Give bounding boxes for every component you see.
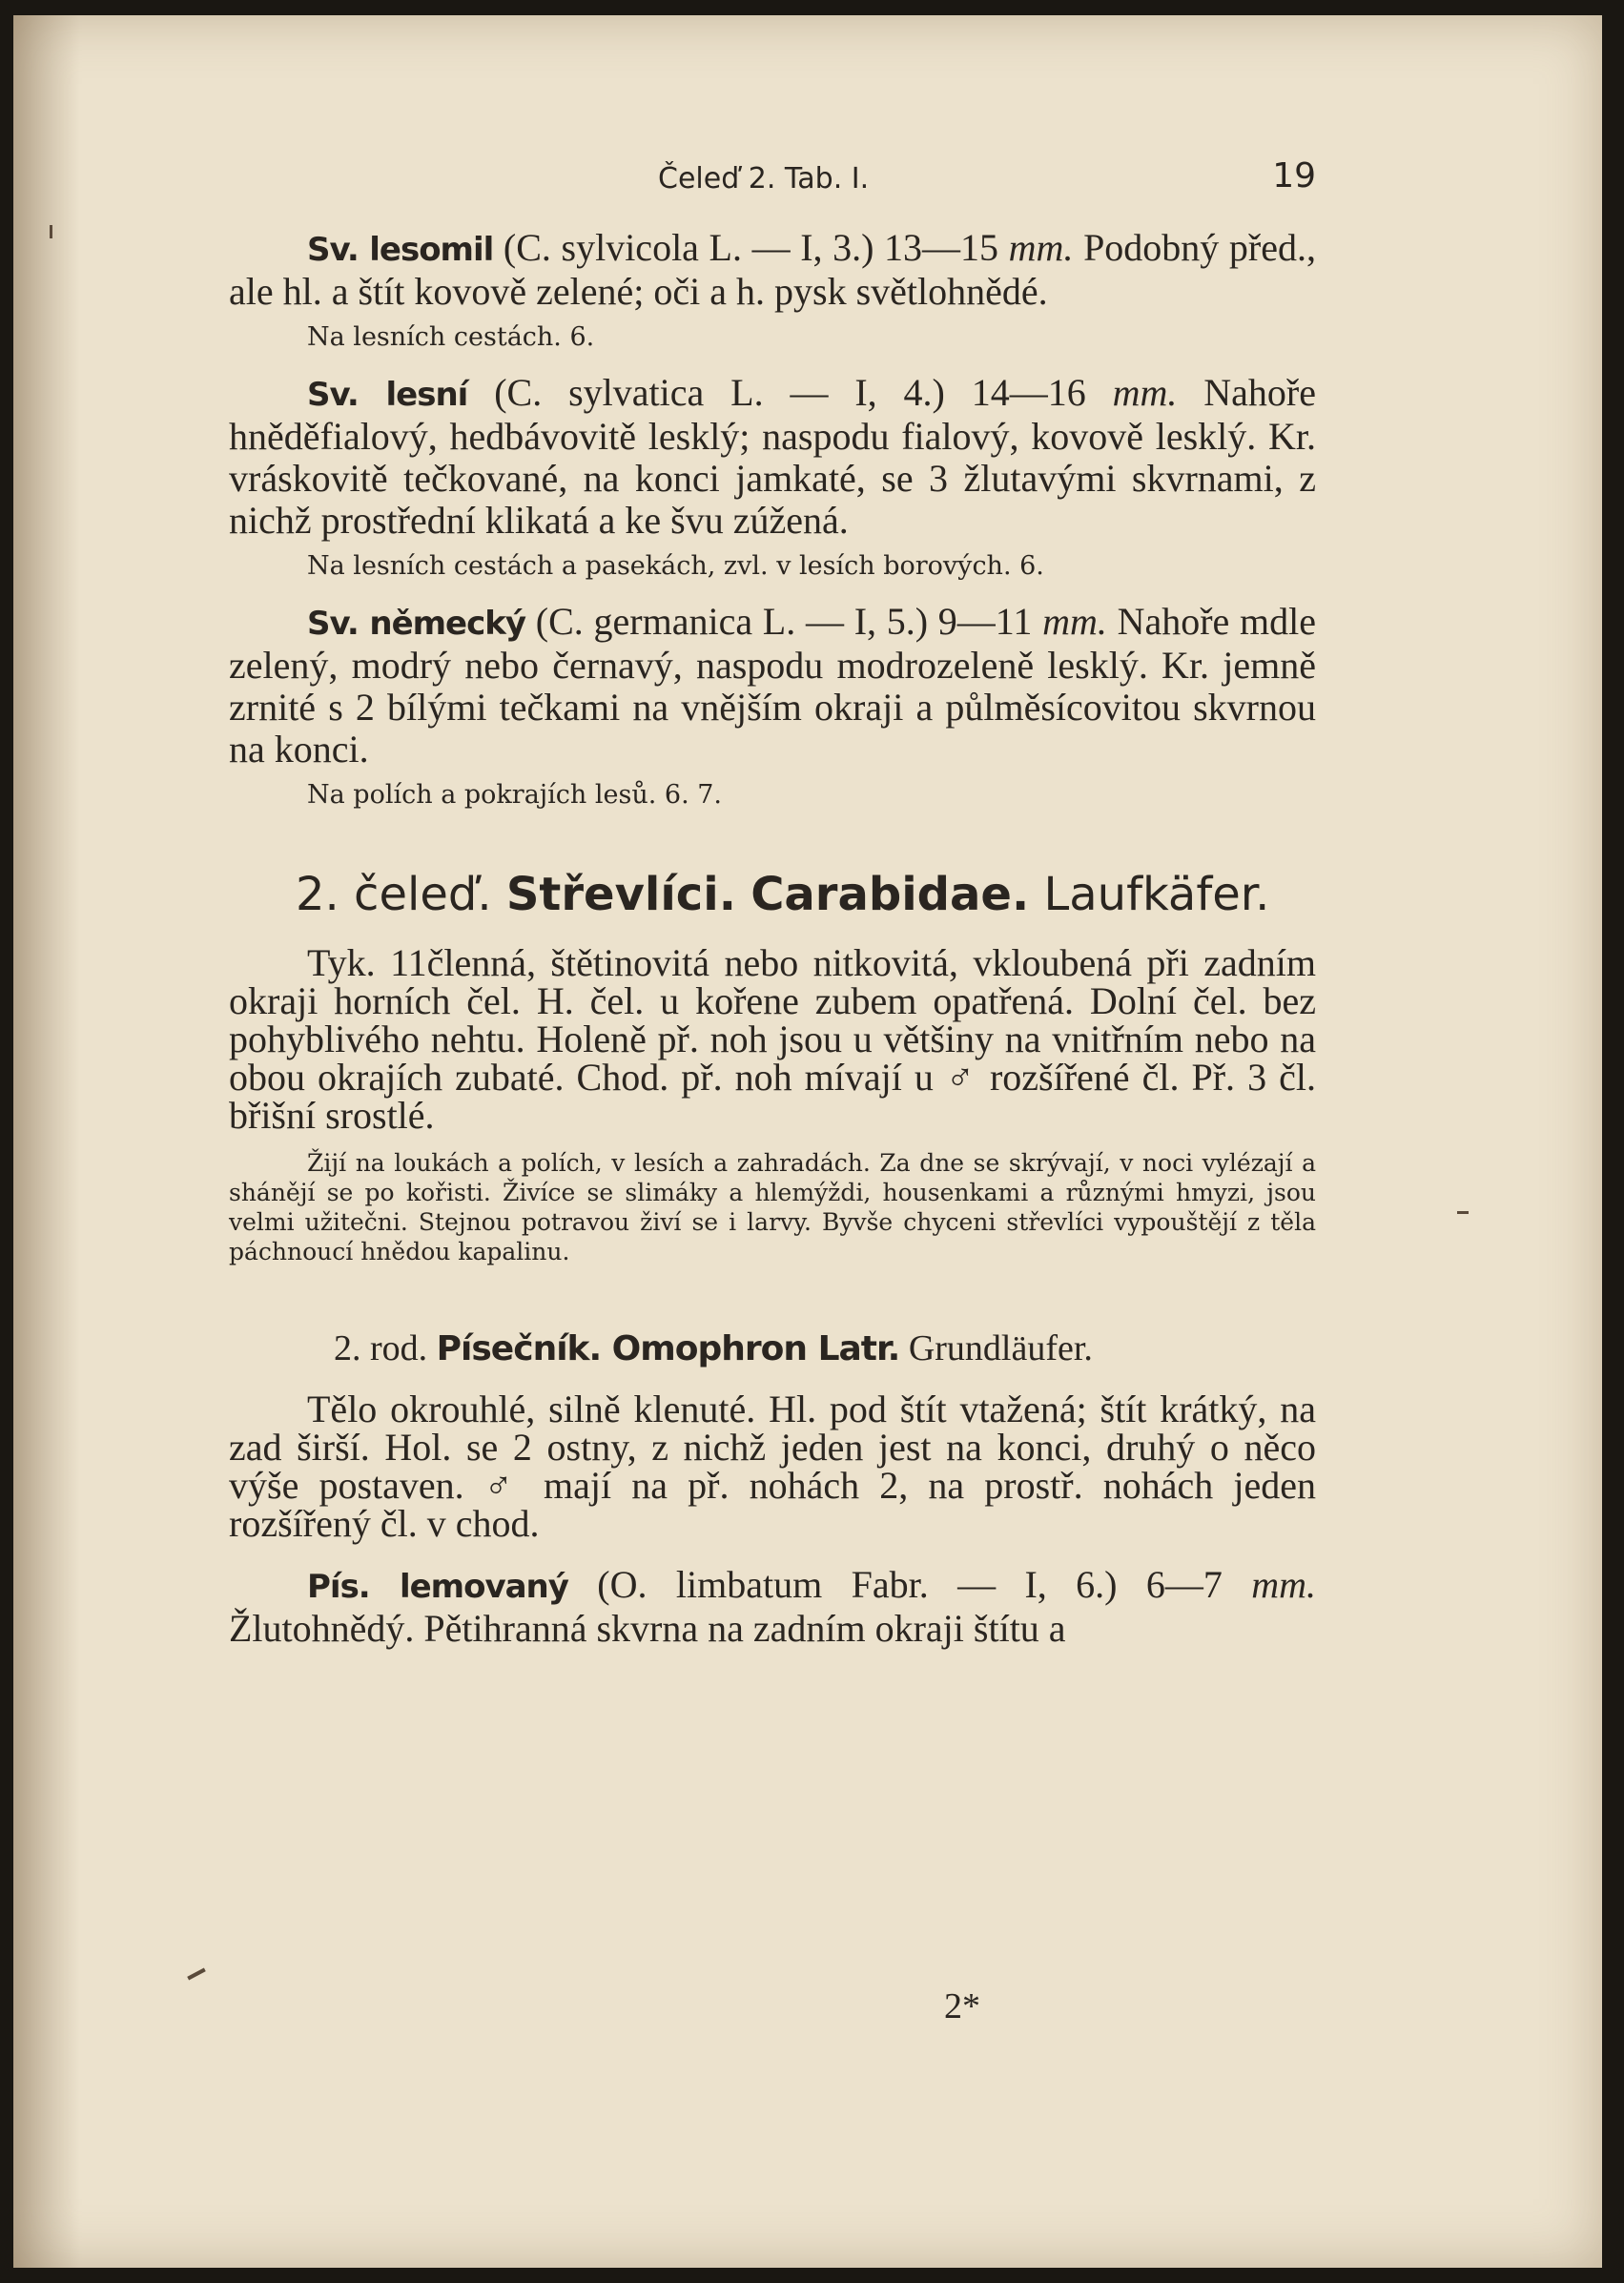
printer-signature: 2* [944, 1986, 980, 2026]
species-entry [229, 227, 1316, 355]
family-latin-name: Carabidae. [750, 868, 1030, 921]
family-notes: Žijí na loukách a polích, v lesích a zahradách. Za dne se skrývají, v noci vylézají a shánějí se po kořisti. Živíce se slimáky a hlemýždi, housenkami a různými hmyzi, jsou velmi užitečni. Stejnou potravou živí se i larvy. Byvše chyceni střevlíci vypouštějí z těla páchnoucí hnědou kapalinu. [229, 1149, 1316, 1265]
species-citation: (C. sylvatica L. — I, 4.) 14—16 [467, 371, 1113, 414]
measure-unit: mm. [1008, 226, 1074, 269]
species-entry [229, 372, 1316, 584]
species-name: Sv. lesomil [307, 231, 494, 269]
species-entry [229, 1564, 1316, 1650]
family-german-name: Laufkäfer. [1043, 868, 1270, 921]
page-header [229, 153, 1316, 210]
spine-shadow [13, 15, 80, 2268]
species-habitat: Na lesních cestách a pasekách, zvl. v lesích borových. 6. [307, 551, 1044, 581]
genus-german-name: Grundläufer. [908, 1328, 1093, 1368]
ink-speck [50, 225, 52, 238]
species-description [229, 601, 1316, 771]
species-text: Podobný před., ale hl. a štít kovově zelené; oči a h. pysk světlohnědé. [229, 226, 1316, 313]
genus-prefix: 2. rod. [334, 1328, 428, 1368]
family-heading [296, 868, 1316, 921]
page-content [229, 153, 1316, 1650]
genus-heading [334, 1327, 1316, 1369]
species-text: Nahoře hněděfialový, hedbávovitě lesklý; naspodu fialový, kovově lesklý. Kr. vráskovitě tečkované, na konci jamkaté, se 3 žlutavými skvrnami, z nichž prostřední klikatá a ke švu zúžená. [229, 371, 1316, 542]
species-habitat: Na polích a pokrajích lesů. 6. 7. [307, 780, 723, 810]
ink-speck [1457, 1211, 1469, 1214]
species-entry [229, 601, 1316, 812]
measure-unit: mm. [1251, 1563, 1316, 1606]
species-citation: (O. limbatum Fabr. — I, 6.) 6—7 [567, 1563, 1252, 1606]
species-description [229, 372, 1316, 542]
species-text: Žlutohnědý. Pětihranná skvrna na zadním okraji štítu a [229, 1607, 1066, 1650]
species-text: Nahoře mdle zelený, modrý nebo černavý, naspodu modrozeleně lesklý. Kr. jemně zrnité s 2 bílými tečkami na vnějším okraji a půlměsícovitou skvrnou na konci. [229, 600, 1317, 771]
genus-description: Tělo okrouhlé, silně klenuté. Hl. pod štít vtažená; štít krátký, na zad širší. Hol. se 2 ostny, z nichž jeden jest na konci, druhý o něco výše postaven. ♂ mají na př. nohách 2, na prostř. nohách jeden rozšířený čl. v chod. [229, 1388, 1316, 1545]
family-description: Tyk. 11členná, štětinovitá nebo nitkovitá, vkloubená při zadním okraji horních čel. H. čel. u kořene zubem opatřená. Dolní čel. bez pohyblivého nehtu. Holeně př. noh jsou u většiny na vnitřním nebo na obou okrajích zubaté. Chod. př. noh mívají u ♂ rozšířené čl. Př. 3 čl. břišní srostlé. [229, 941, 1316, 1137]
species-description [229, 1564, 1316, 1650]
species-name: Pís. lemovaný [307, 1568, 568, 1606]
species-citation: (C. germanica L. — I, 5.) 9—11 [525, 600, 1043, 643]
measure-unit: mm. [1042, 600, 1107, 643]
family-czech-name: Střevlíci. [505, 868, 736, 921]
genus-name: Písečník. Omophron Latr. [436, 1329, 900, 1368]
family-number: 2. čeleď. [296, 868, 492, 921]
species-citation: (C. sylvicola L. — I, 3.) 13—15 [493, 226, 1009, 269]
species-name: Sv. lesní [307, 376, 468, 414]
running-head: Čeleď 2. Tab. I. [658, 162, 870, 195]
measure-unit: mm. [1112, 371, 1178, 414]
species-description [229, 227, 1316, 313]
species-habitat: Na lesních cestách. 6. [307, 322, 595, 352]
page-number: 19 [1272, 156, 1316, 195]
species-name: Sv. německý [307, 605, 526, 643]
